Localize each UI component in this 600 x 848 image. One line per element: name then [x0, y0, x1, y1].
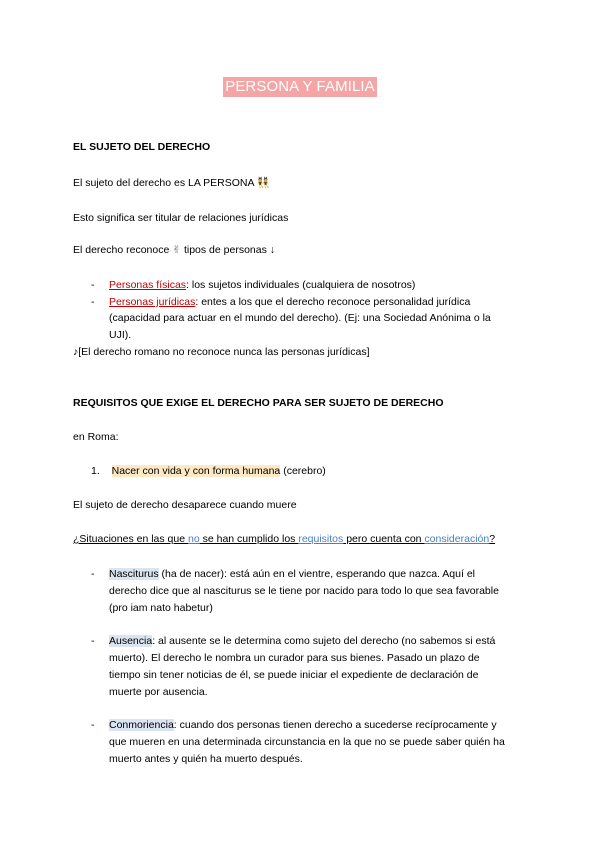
- question-consideracion: consideración: [424, 533, 490, 545]
- bullet-dash: -: [91, 719, 95, 731]
- case-ausencia-line4: muerte por ausencia.: [109, 686, 208, 698]
- case-conmoriencia-line1: [109, 718, 497, 732]
- bullet-juridicas-line2: (capacidad para actuar en el mundo del derecho). (Ej: una Sociedad Anónima o la: [109, 312, 491, 324]
- bullet-dash: -: [91, 296, 95, 308]
- ausencia-l1: : al ausente se le determina como sujeto del derecho (no sabemos si está: [152, 635, 496, 647]
- bullet-dash: -: [91, 635, 95, 647]
- conmoriencia-l1: : cuando dos personas tienen derecho a sucederse recíprocamente y: [173, 719, 497, 731]
- numbered-item-number: 1.: [91, 465, 100, 477]
- case-nasciturus-line3: (pro iam nato habetur): [109, 602, 213, 614]
- question-situaciones: [73, 532, 495, 546]
- reconoce-before: El derecho reconoce: [73, 244, 173, 256]
- title-wrap: [0, 77, 600, 97]
- heading-requisitos: REQUISITOS QUE EXIGE EL DERECHO PARA SER SUJETO DE DERECHO: [73, 397, 444, 409]
- numbered-item-rest: (cerebro): [280, 465, 326, 477]
- term-personas-fisicas: Personas físicas: [109, 279, 187, 291]
- question-part-b: se han cumplido los: [199, 533, 299, 545]
- page-title: PERSONA Y FAMILIA: [225, 78, 375, 95]
- victory-hand-icon: ✌: [172, 244, 182, 256]
- case-ausencia-line2: muerto). El derecho le nombra un curador para sus bienes. Pasado un plazo de: [109, 652, 480, 664]
- bullet-dash: -: [91, 568, 95, 580]
- question-part-d: ?: [489, 533, 496, 545]
- question-no: no: [188, 533, 200, 545]
- reconoce-after: tipos de personas ↓: [181, 244, 276, 256]
- heading-sujeto: EL SUJETO DEL DERECHO: [73, 141, 211, 153]
- question-requisitos: requisitos: [298, 533, 344, 545]
- paragraph-reconoce: [73, 243, 275, 257]
- numbered-item-1: [91, 464, 326, 478]
- bullet-fisicas-rest: : los sujetos individuales (cualquiera de nosotros): [186, 279, 416, 291]
- bullet-personas-juridicas: [109, 295, 470, 309]
- bullet-juridicas-rest: : entes a los que el derecho reconoce personalidad jurídica: [195, 296, 471, 308]
- term-nasciturus: Nasciturus: [109, 568, 159, 580]
- paragraph-persona: [73, 176, 270, 190]
- case-conmoriencia-line3: muerto antes y quién ha muerto después.: [109, 753, 303, 765]
- paragraph-titular: Esto significa ser titular de relaciones jurídicas: [73, 212, 289, 224]
- term-personas-juridicas: Personas jurídicas: [109, 296, 196, 308]
- case-conmoriencia-line2: que mueren en una determinada circunstancia en la que no se puede saber quién ha: [109, 736, 505, 748]
- case-ausencia-line3: tiempo sin tener noticias de él, se puede iniciar el expediente de declaración de: [109, 669, 479, 681]
- paragraph-en-roma: en Roma:: [73, 431, 119, 443]
- bullet-juridicas-line3: UJI).: [109, 329, 132, 341]
- bullet-personas-fisicas: [109, 278, 415, 292]
- question-part-a: ¿Situaciones en las que: [73, 533, 188, 545]
- paragraph-persona-text: El sujeto del derecho es LA PERSONA: [73, 177, 257, 189]
- case-nasciturus-line2: derecho dice que al nasciturus se le tiene por nacido para todo lo que sea favorable: [109, 585, 499, 597]
- term-ausencia: Ausencia: [109, 635, 153, 647]
- question-part-c: pero cuenta con: [343, 533, 425, 545]
- case-nasciturus-line1: [109, 567, 475, 581]
- paragraph-desaparece: El sujeto de derecho desaparece cuando muere: [73, 499, 297, 511]
- nasciturus-l1: (ha de nacer): está aún en el vientre, esperando que nazca. Aquí el: [158, 568, 475, 580]
- case-ausencia-line1: [109, 634, 495, 648]
- term-conmoriencia: Conmoriencia: [109, 719, 174, 731]
- bullet-dash: -: [91, 279, 95, 291]
- highlight-nacer: Nacer con vida y con forma humana: [111, 465, 281, 477]
- dancers-icon: 👯: [256, 177, 270, 189]
- note-derecho-romano: ♪[El derecho romano no reconoce nunca las personas jurídicas]: [73, 346, 370, 358]
